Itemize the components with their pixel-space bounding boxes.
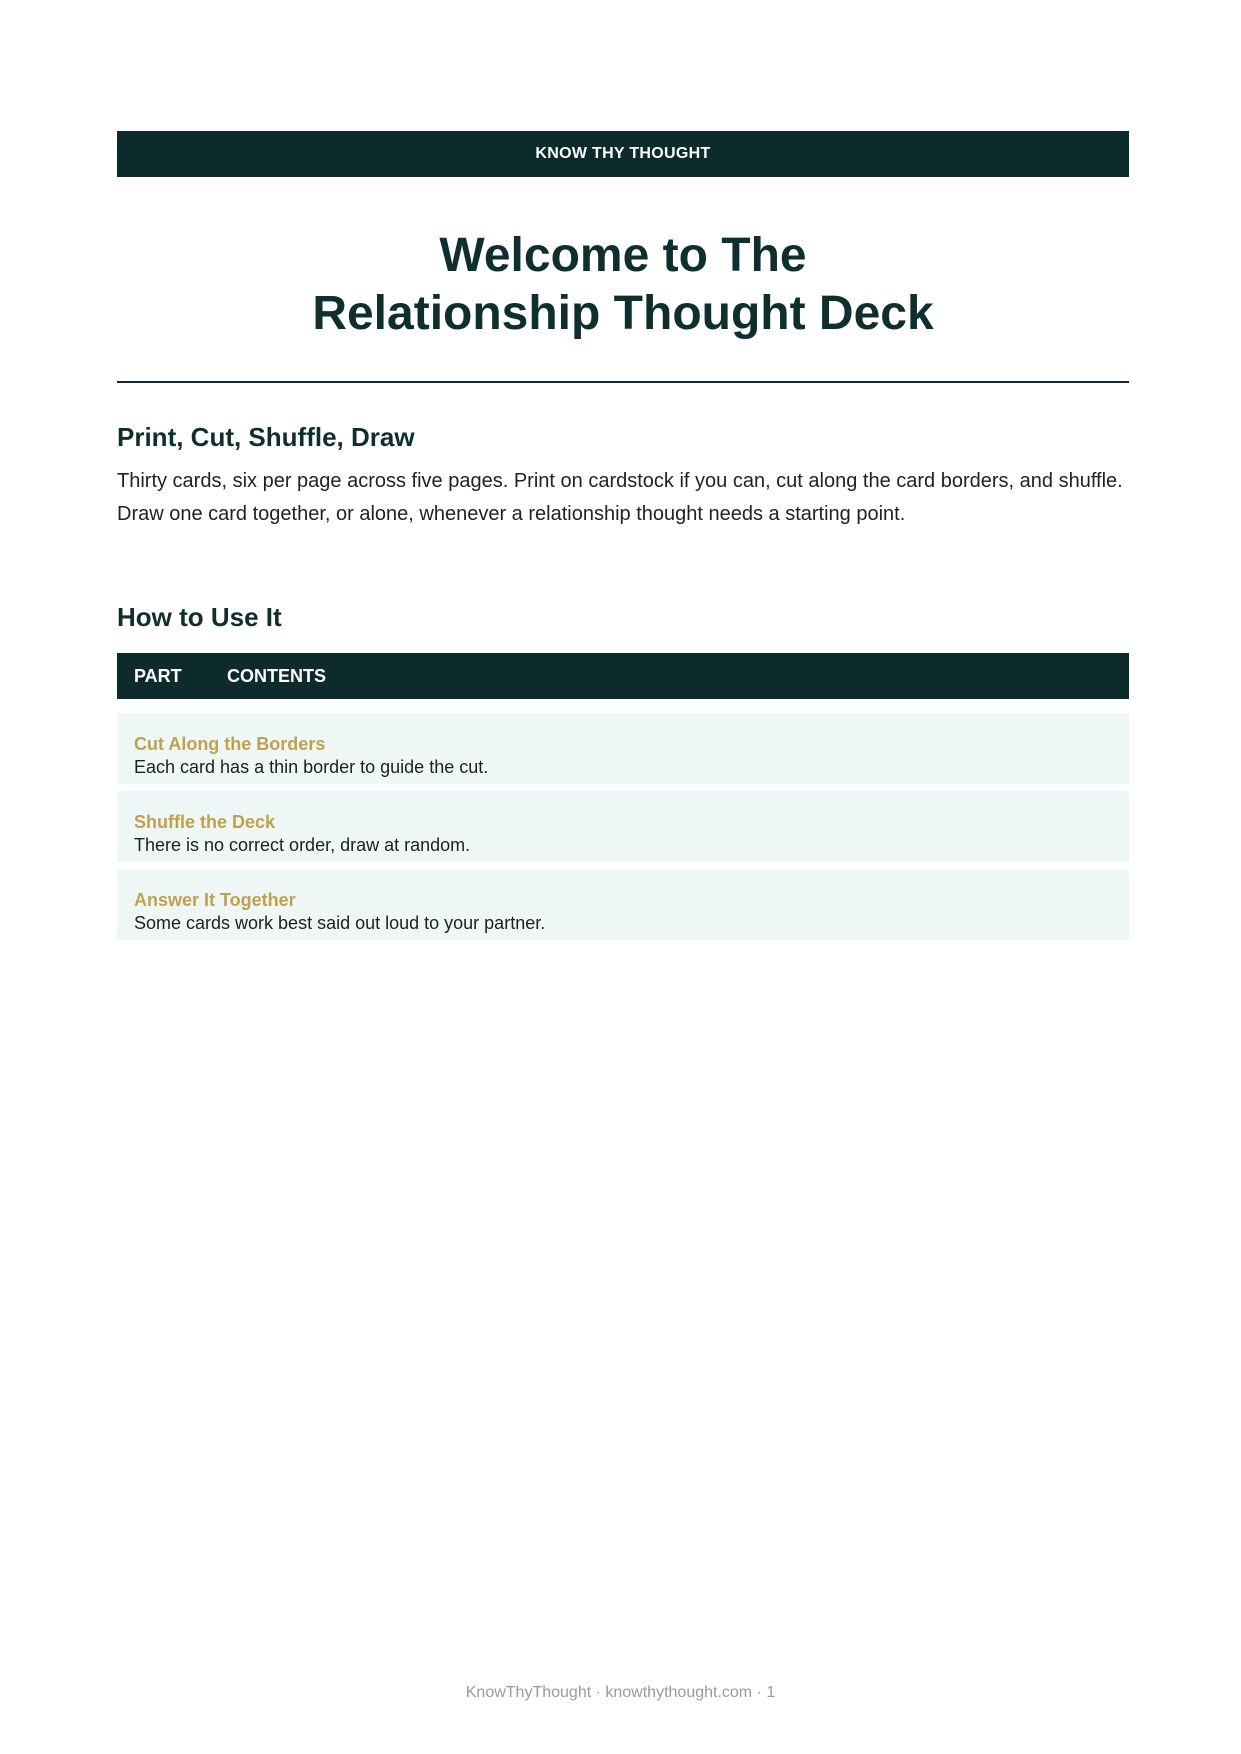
howto-heading: How to Use It <box>117 602 282 632</box>
row-description: Some cards work best said out loud to your partner. <box>134 913 546 933</box>
row-title: Answer It Together <box>134 890 296 910</box>
brand-name: KNOW THY THOUGHT <box>535 145 711 162</box>
column-header-contents: CONTENTS <box>227 665 326 686</box>
row-title: Cut Along the Borders <box>134 734 326 754</box>
intro-paragraph: Thirty cards, six per page across five pages. Print on cardstock if you can, cut along the card borders, and shuffle. Draw one card together, or alone, whenever a relationship thought needs a starting point. <box>117 470 1123 525</box>
table-body <box>117 713 1129 940</box>
row-description: Each card has a thin border to guide the cut. <box>134 757 489 777</box>
table-row <box>117 791 1129 862</box>
howto-table <box>117 653 1129 940</box>
table-row <box>117 869 1129 940</box>
intro-heading: Print, Cut, Shuffle, Draw <box>117 422 415 452</box>
brand-banner <box>117 131 1129 177</box>
row-title: Shuffle the Deck <box>134 812 276 832</box>
column-header-part: PART <box>134 665 182 686</box>
document-page <box>117 131 1129 947</box>
page-footer: KnowThyThought · knowthythought.com · 1 <box>465 1684 776 1701</box>
row-description: There is no correct order, draw at random. <box>134 835 471 855</box>
title-divider <box>117 381 1129 383</box>
page-title-line-1: Welcome to The <box>439 229 807 282</box>
table-row <box>117 713 1129 784</box>
table-header <box>117 653 1129 699</box>
page-title <box>117 227 1129 343</box>
page-title-line-2: Relationship Thought Deck <box>312 287 934 340</box>
